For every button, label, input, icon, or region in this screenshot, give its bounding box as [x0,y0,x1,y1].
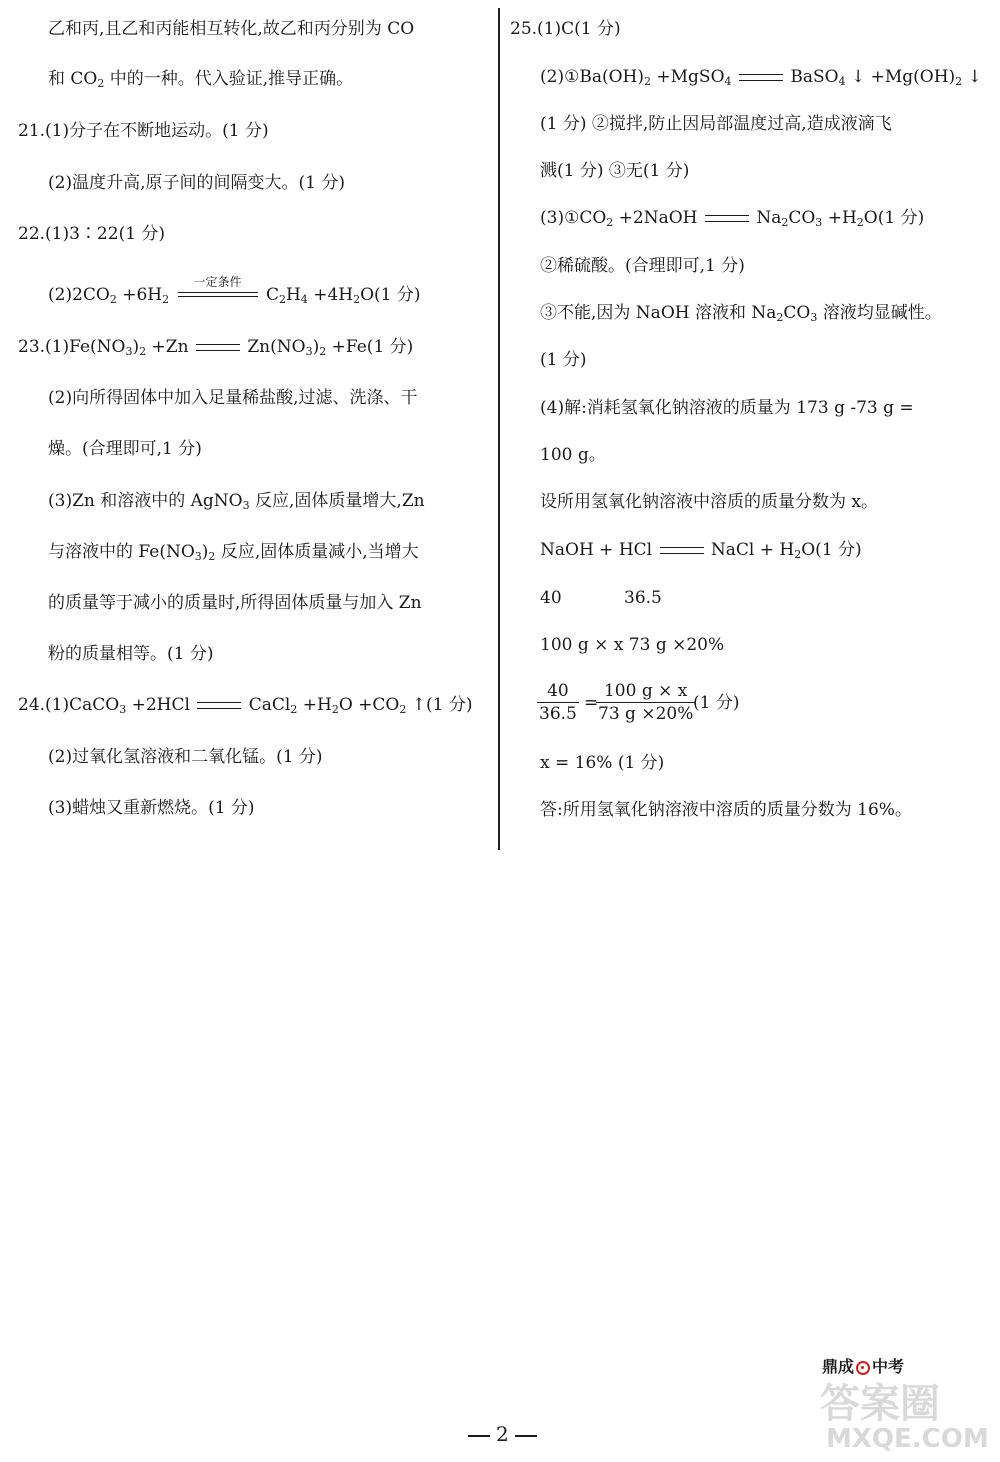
answer-25-4-cont: 设所用氢氧化钠溶液中溶质的质量分数为 x。 [540,492,878,512]
answer-23-1: $23.(1)Fe(NO_3)_2 +Zn$ $Zn(NO_3)_2 +Fe(1$ 分) [18,337,414,358]
answer-25-2-cont: 溅(1 分) ③无(1 分) [540,161,690,181]
column-divider [498,8,500,850]
answer-21-2: (2)温度升高,原子间的间隔变大。(1 分) [48,173,345,193]
answer-23-2-cont: 燥。(合理即可,1 分) [48,439,202,459]
molar-mass-2: 36.5 [624,588,662,608]
text-line: 乙和丙,且乙和丙能相互转化,故乙和丙分别为 CO [48,19,415,39]
answer-23-3: (3)Zn 和溶液中的 AgNO$_3$ 反应,固体质量增大,Zn [48,491,425,512]
answer-23-2: (2)向所得固体中加入足量稀盐酸,过滤、洗涤、干 [48,388,418,408]
answer-25-3-cont: ③不能,因为 NaOH 溶液和 $Na_2CO_3$ 溶液均显碱性。 [540,303,942,324]
fraction-right: $\frac{100 g \times x}{73 g \times 20\%}$ [598,681,694,724]
answer-conclusion: 答:所用氢氧化钠溶液中溶质的质量分数为 16%。 [540,800,912,820]
equals-sign [739,74,783,81]
answer-21-1: 21.(1)分子在不断地运动。(1 分) [18,121,269,141]
answer-25-2-cont: (1 分) ②搅拌,防止因局部温度过高,造成液滴飞 [540,114,892,134]
equals-sign [705,215,749,222]
watermark: 答案圈 [820,1381,940,1427]
answer-23-3-cont: 与溶液中的 $Fe(NO_3)_2$ 反应,固体质量减小,当增大 [48,542,419,563]
text-line: 和 $CO_2$ 中的一种。代入验证,推导正确。 [48,69,354,90]
reaction-arrow: 一定条件 [178,289,258,303]
brand-logo: 鼎成 中考 [822,1357,905,1376]
equation-line: NaOH + HCl NaCl + $H_2O(1$ 分) [540,540,862,561]
answer-24-1: 24.(1)CaCO$_3$ +2HCl CaCl$_2$ $+H_2O +CO_2$ ↑(1 分) [18,695,473,716]
equals-sign [196,344,240,351]
mass-line: 100 g × x 73 g ×20% [540,635,725,655]
answer-23-3-cont: 的质量等于减小的质量时,所得固体质量与加入 Zn [48,593,422,613]
answer-25-3-cont: ②稀硫酸。(合理即可,1 分) [540,256,745,276]
answer-25-3: $(3)①CO_2$ +2NaOH $Na_2CO_3 +H_2O(1$ 分) [540,208,925,229]
score-note: (1 分) [693,693,740,713]
answer-25-4-cont: 100 g。 [540,445,606,465]
answer-result: x = 16% (1 分) [540,753,665,773]
answer-23-3-cont: 粉的质量相等。(1 分) [48,644,214,664]
page-number: 2 [462,1422,543,1446]
answer-25-1: 25.(1)C(1 分) [510,19,621,39]
answer-25-4: (4)解:消耗氢氧化钠溶液的质量为 173 g -73 g = [540,398,914,418]
equals-sign [660,547,704,554]
fraction-left: $\frac{40}{36.5}$ [539,681,577,724]
answer-25-3-cont: (1 分) [540,350,587,370]
answer-22-1: 22.(1)3∶22(1 分) [18,224,166,244]
answer-25-2: $(2)①Ba(OH)_2$ +MgSO$_4$ BaSO$_4$ ↓ $+Mg(OH)_2$ ↓ [540,67,982,88]
answer-24-2: (2)过氧化氢溶液和二氧化锰。(1 分) [48,747,323,767]
molar-mass-1: 40 [540,588,562,608]
equals-sign [197,702,241,709]
fraction-equals: = [584,693,599,713]
answer-24-3: (3)蜡烛又重新燃烧。(1 分) [48,798,255,818]
answer-22-2: $(2)2CO_2 +6H_2$ 一定条件 $C_2H_4 +4H_2O(1$ 分) [48,274,421,306]
watermark-url: MXQE.COM [826,1424,989,1454]
